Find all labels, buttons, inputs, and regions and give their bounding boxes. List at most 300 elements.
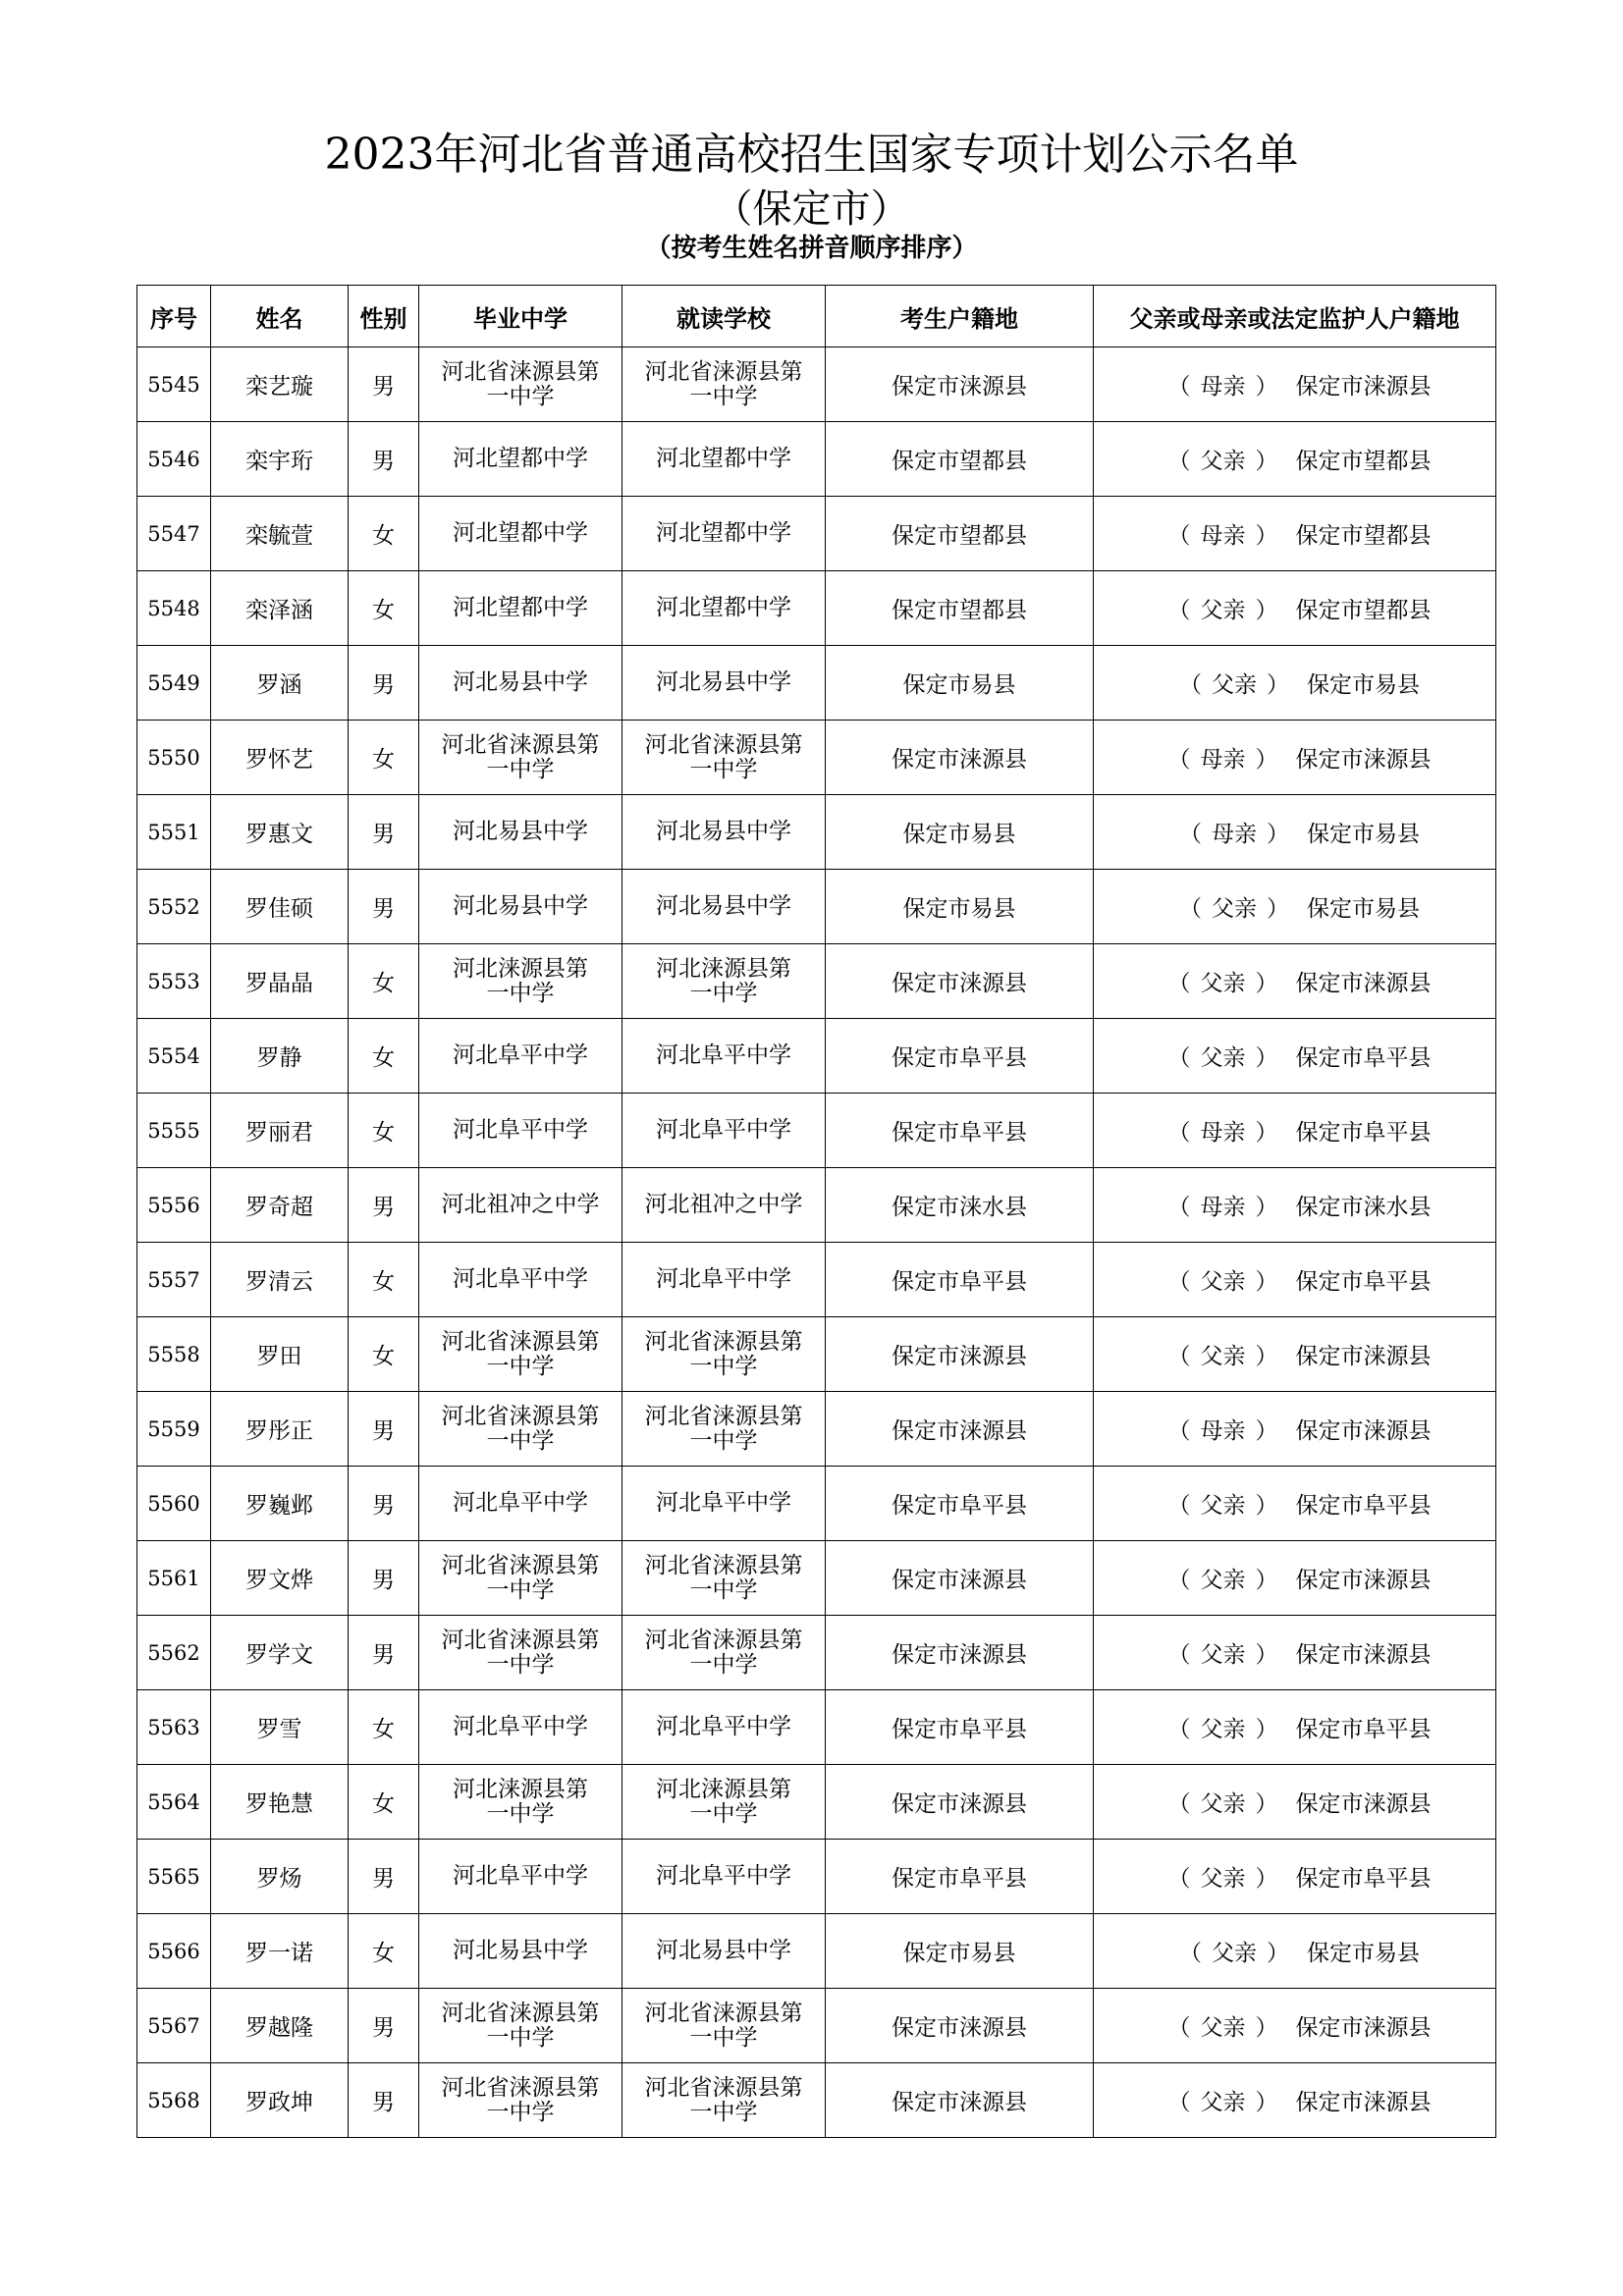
cell-seq: 5548 xyxy=(137,571,211,646)
school-name-line: 河北易县中学 xyxy=(656,1938,791,1963)
school-name-line: 河北阜平中学 xyxy=(656,1714,791,1739)
close-paren: ） xyxy=(1255,523,1278,549)
roster-table xyxy=(136,285,1496,2138)
page-title: 2023年河北省普通高校招生国家专项计划公示名单 xyxy=(324,130,1299,180)
school-name-line: 河北省涞源县第 xyxy=(644,1328,803,1355)
school-name-line: 河北望都中学 xyxy=(453,446,588,471)
close-paren: ） xyxy=(1267,896,1289,922)
cell-name: 罗彤正 xyxy=(211,1392,349,1467)
cell-guardian-hukou xyxy=(1094,1317,1496,1392)
cell-current-school xyxy=(622,497,826,571)
cell-seq: 5553 xyxy=(137,944,211,1019)
cell-seq: 5551 xyxy=(137,795,211,870)
cell-current-school xyxy=(622,1243,826,1317)
table-row xyxy=(137,1243,1496,1317)
cell-guardian-hukou xyxy=(1094,571,1496,646)
guardian-location: 保定市涞源县 xyxy=(1295,2090,1432,2115)
guardian-location: 保定市涞源县 xyxy=(1295,374,1432,400)
school-name-line: 河北省涞源县第 xyxy=(441,1403,600,1429)
cell-guardian-hukou xyxy=(1094,1168,1496,1243)
open-paren: （ xyxy=(1167,2090,1191,2115)
sort-note: （按考生姓名拼音顺序排序） xyxy=(645,234,978,263)
cell-seq: 5555 xyxy=(137,1094,211,1168)
school-name-line: 河北易县中学 xyxy=(453,893,588,919)
cell-graduation-school xyxy=(419,1094,622,1168)
cell-seq: 5554 xyxy=(137,1019,211,1094)
guardian-location: 保定市涞源县 xyxy=(1295,1791,1432,1817)
header-seq: 序号 xyxy=(137,286,211,347)
school-name-line: 河北省涞源县第 xyxy=(441,731,600,758)
cell-guardian-hukou xyxy=(1094,1914,1496,1989)
table-row xyxy=(137,1690,1496,1765)
cell-graduation-school xyxy=(419,422,622,497)
cell-gender: 女 xyxy=(349,1094,419,1168)
school-name-line: 一中学 xyxy=(486,1800,555,1827)
school-name-line: 河北望都中学 xyxy=(656,595,791,620)
school-name-line: 一中学 xyxy=(689,383,758,409)
table-row xyxy=(137,870,1496,944)
school-name-line: 一中学 xyxy=(689,2024,758,2051)
table-row xyxy=(137,1094,1496,1168)
school-name-line: 河北阜平中学 xyxy=(453,1863,588,1889)
cell-name: 罗巍邺 xyxy=(211,1467,349,1541)
school-name-line: 河北望都中学 xyxy=(656,446,791,471)
cell-student-hukou: 保定市易县 xyxy=(826,795,1094,870)
cell-student-hukou: 保定市涞水县 xyxy=(826,1168,1094,1243)
cell-name: 罗炀 xyxy=(211,1840,349,1914)
cell-gender: 男 xyxy=(349,1616,419,1690)
guardian-location: 保定市望都县 xyxy=(1295,523,1432,549)
close-paren: ） xyxy=(1255,1493,1278,1519)
school-name-line: 河北易县中学 xyxy=(453,819,588,844)
cell-seq: 5561 xyxy=(137,1541,211,1616)
school-name-line: 河北易县中学 xyxy=(656,669,791,695)
cell-current-school xyxy=(622,347,826,422)
cell-gender: 女 xyxy=(349,944,419,1019)
open-paren: （ xyxy=(1179,672,1202,698)
cell-graduation-school xyxy=(419,1019,622,1094)
cell-guardian-hukou xyxy=(1094,944,1496,1019)
cell-current-school xyxy=(622,1019,826,1094)
cell-guardian-hukou xyxy=(1094,2063,1496,2138)
school-name-line: 河北望都中学 xyxy=(453,520,588,546)
close-paren: ） xyxy=(1267,672,1289,698)
cell-gender: 女 xyxy=(349,1765,419,1840)
cell-guardian-hukou xyxy=(1094,1243,1496,1317)
guardian-relation: 母亲 xyxy=(1200,374,1246,400)
header-graduation-school: 毕业中学 xyxy=(419,286,622,347)
cell-guardian-hukou xyxy=(1094,1019,1496,1094)
guardian-location: 保定市涞源县 xyxy=(1295,1568,1432,1593)
close-paren: ） xyxy=(1255,2090,1278,2115)
cell-gender: 男 xyxy=(349,2063,419,2138)
cell-current-school xyxy=(622,422,826,497)
school-name-line: 一中学 xyxy=(486,1427,555,1454)
cell-graduation-school xyxy=(419,1168,622,1243)
close-paren: ） xyxy=(1255,747,1278,773)
school-name-line: 河北阜平中学 xyxy=(453,1714,588,1739)
table-body xyxy=(137,347,1496,2138)
table-row xyxy=(137,1467,1496,1541)
open-paren: （ xyxy=(1167,1195,1191,1220)
header-name: 姓名 xyxy=(211,286,349,347)
guardian-relation: 父亲 xyxy=(1200,1269,1246,1295)
cell-graduation-school xyxy=(419,1989,622,2063)
table-row xyxy=(137,944,1496,1019)
guardian-location: 保定市易县 xyxy=(1307,896,1420,922)
cell-name: 罗田 xyxy=(211,1317,349,1392)
close-paren: ） xyxy=(1255,1866,1278,1892)
guardian-relation: 父亲 xyxy=(1200,1866,1246,1892)
school-name-line: 河北涞源县第 xyxy=(656,955,791,982)
school-name-line: 一中学 xyxy=(486,1651,555,1678)
cell-seq: 5545 xyxy=(137,347,211,422)
cell-name: 罗怀艺 xyxy=(211,721,349,795)
cell-name: 罗奇超 xyxy=(211,1168,349,1243)
cell-current-school xyxy=(622,1541,826,1616)
cell-guardian-hukou xyxy=(1094,795,1496,870)
cell-gender: 男 xyxy=(349,1467,419,1541)
cell-gender: 女 xyxy=(349,1243,419,1317)
open-paren: （ xyxy=(1179,896,1202,922)
open-paren: （ xyxy=(1167,971,1191,996)
cell-seq: 5557 xyxy=(137,1243,211,1317)
open-paren: （ xyxy=(1167,1344,1191,1369)
guardian-location: 保定市阜平县 xyxy=(1295,1493,1432,1519)
table-row xyxy=(137,1765,1496,1840)
guardian-location: 保定市易县 xyxy=(1307,672,1420,698)
cell-graduation-school xyxy=(419,571,622,646)
cell-current-school xyxy=(622,571,826,646)
school-name-line: 一中学 xyxy=(689,980,758,1006)
cell-gender: 男 xyxy=(349,422,419,497)
cell-name: 栾泽涵 xyxy=(211,571,349,646)
cell-seq: 5562 xyxy=(137,1616,211,1690)
guardian-location: 保定市涞水县 xyxy=(1295,1195,1432,1220)
cell-current-school xyxy=(622,2063,826,2138)
table-row xyxy=(137,721,1496,795)
cell-name: 罗惠文 xyxy=(211,795,349,870)
guardian-relation: 母亲 xyxy=(1200,1120,1246,1146)
open-paren: （ xyxy=(1179,1941,1202,1966)
guardian-location: 保定市易县 xyxy=(1307,1941,1420,1966)
table-row xyxy=(137,1616,1496,1690)
cell-seq: 5566 xyxy=(137,1914,211,1989)
close-paren: ） xyxy=(1255,1195,1278,1220)
school-name-line: 一中学 xyxy=(486,1576,555,1603)
close-paren: ） xyxy=(1255,1717,1278,1742)
cell-gender: 男 xyxy=(349,347,419,422)
table-row xyxy=(137,1840,1496,1914)
cell-name: 罗丽君 xyxy=(211,1094,349,1168)
guardian-location: 保定市易县 xyxy=(1307,822,1420,847)
cell-seq: 5558 xyxy=(137,1317,211,1392)
cell-guardian-hukou xyxy=(1094,1094,1496,1168)
cell-gender: 女 xyxy=(349,721,419,795)
open-paren: （ xyxy=(1167,1120,1191,1146)
cell-student-hukou: 保定市望都县 xyxy=(826,422,1094,497)
cell-student-hukou: 保定市易县 xyxy=(826,1914,1094,1989)
cell-gender: 女 xyxy=(349,571,419,646)
cell-guardian-hukou xyxy=(1094,347,1496,422)
guardian-relation: 父亲 xyxy=(1200,971,1246,996)
school-name-line: 河北省涞源县第 xyxy=(644,1627,803,1653)
school-name-line: 河北祖冲之中学 xyxy=(441,1192,600,1217)
open-paren: （ xyxy=(1167,1269,1191,1295)
close-paren: ） xyxy=(1267,1941,1289,1966)
cell-guardian-hukou xyxy=(1094,1765,1496,1840)
cell-student-hukou: 保定市涞源县 xyxy=(826,1541,1094,1616)
cell-graduation-school xyxy=(419,1467,622,1541)
cell-graduation-school xyxy=(419,1616,622,1690)
cell-current-school xyxy=(622,870,826,944)
table-row xyxy=(137,1317,1496,1392)
cell-student-hukou: 保定市望都县 xyxy=(826,571,1094,646)
school-name-line: 河北祖冲之中学 xyxy=(644,1192,803,1217)
table-row xyxy=(137,1168,1496,1243)
school-name-line: 河北阜平中学 xyxy=(453,1490,588,1516)
close-paren: ） xyxy=(1255,598,1278,623)
table-row xyxy=(137,795,1496,870)
school-name-line: 一中学 xyxy=(486,756,555,782)
cell-name: 罗学文 xyxy=(211,1616,349,1690)
cell-student-hukou: 保定市望都县 xyxy=(826,497,1094,571)
cell-student-hukou: 保定市涞源县 xyxy=(826,1616,1094,1690)
guardian-location: 保定市阜平县 xyxy=(1295,1045,1432,1071)
close-paren: ） xyxy=(1255,449,1278,474)
cell-graduation-school xyxy=(419,795,622,870)
close-paren: ） xyxy=(1255,1120,1278,1146)
close-paren: ） xyxy=(1255,2015,1278,2041)
open-paren: （ xyxy=(1167,1045,1191,1071)
guardian-location: 保定市涞源县 xyxy=(1295,971,1432,996)
cell-name: 罗政坤 xyxy=(211,2063,349,2138)
cell-graduation-school xyxy=(419,1243,622,1317)
open-paren: （ xyxy=(1167,1493,1191,1519)
guardian-relation: 父亲 xyxy=(1200,449,1246,474)
cell-graduation-school xyxy=(419,1840,622,1914)
table-row xyxy=(137,347,1496,422)
cell-name: 罗晶晶 xyxy=(211,944,349,1019)
cell-student-hukou: 保定市涞源县 xyxy=(826,944,1094,1019)
header-guardian-hukou: 父亲或母亲或法定监护人户籍地 xyxy=(1094,286,1496,347)
close-paren: ） xyxy=(1255,1642,1278,1668)
school-name-line: 一中学 xyxy=(486,2099,555,2125)
cell-name: 罗艳慧 xyxy=(211,1765,349,1840)
cell-current-school xyxy=(622,1392,826,1467)
guardian-relation: 父亲 xyxy=(1200,2015,1246,2041)
guardian-relation: 父亲 xyxy=(1200,2090,1246,2115)
school-name-line: 河北易县中学 xyxy=(453,669,588,695)
school-name-line: 河北省涞源县第 xyxy=(441,1627,600,1653)
school-name-line: 河北省涞源县第 xyxy=(644,2000,803,2026)
guardian-relation: 父亲 xyxy=(1200,1568,1246,1593)
cell-graduation-school xyxy=(419,347,622,422)
guardian-location: 保定市望都县 xyxy=(1295,598,1432,623)
cell-name: 栾艺璇 xyxy=(211,347,349,422)
guardian-location: 保定市涞源县 xyxy=(1295,1344,1432,1369)
close-paren: ） xyxy=(1255,971,1278,996)
cell-name: 栾毓萱 xyxy=(211,497,349,571)
school-name-line: 河北省涞源县第 xyxy=(644,2074,803,2101)
cell-graduation-school xyxy=(419,1914,622,1989)
cell-guardian-hukou xyxy=(1094,1840,1496,1914)
guardian-relation: 父亲 xyxy=(1200,1791,1246,1817)
cell-name: 罗佳硕 xyxy=(211,870,349,944)
cell-student-hukou: 保定市涞源县 xyxy=(826,1392,1094,1467)
cell-gender: 女 xyxy=(349,497,419,571)
cell-gender: 男 xyxy=(349,1168,419,1243)
school-name-line: 河北望都中学 xyxy=(656,520,791,546)
school-name-line: 河北省涞源县第 xyxy=(441,2000,600,2026)
cell-graduation-school xyxy=(419,1392,622,1467)
guardian-location: 保定市涞源县 xyxy=(1295,1418,1432,1444)
cell-current-school xyxy=(622,1317,826,1392)
page-subtitle: （保定市） xyxy=(713,187,910,232)
cell-current-school xyxy=(622,1690,826,1765)
cell-student-hukou: 保定市涞源县 xyxy=(826,347,1094,422)
cell-seq: 5564 xyxy=(137,1765,211,1840)
cell-current-school xyxy=(622,1616,826,1690)
school-name-line: 一中学 xyxy=(689,2099,758,2125)
cell-name: 罗静 xyxy=(211,1019,349,1094)
cell-seq: 5547 xyxy=(137,497,211,571)
cell-gender: 女 xyxy=(349,1690,419,1765)
school-name-line: 一中学 xyxy=(486,2024,555,2051)
cell-graduation-school xyxy=(419,870,622,944)
school-name-line: 河北涞源县第 xyxy=(453,955,588,982)
cell-name: 罗雪 xyxy=(211,1690,349,1765)
cell-graduation-school xyxy=(419,1765,622,1840)
close-paren: ） xyxy=(1255,1269,1278,1295)
school-name-line: 河北阜平中学 xyxy=(656,1117,791,1143)
guardian-relation: 父亲 xyxy=(1200,1642,1246,1668)
school-name-line: 河北省涞源县第 xyxy=(644,1403,803,1429)
school-name-line: 河北阜平中学 xyxy=(656,1042,791,1068)
cell-gender: 男 xyxy=(349,1541,419,1616)
cell-seq: 5563 xyxy=(137,1690,211,1765)
cell-student-hukou: 保定市涞源县 xyxy=(826,721,1094,795)
cell-seq: 5567 xyxy=(137,1989,211,2063)
cell-student-hukou: 保定市涞源县 xyxy=(826,1317,1094,1392)
guardian-location: 保定市望都县 xyxy=(1295,449,1432,474)
school-name-line: 一中学 xyxy=(689,1576,758,1603)
school-name-line: 河北阜平中学 xyxy=(656,1490,791,1516)
cell-current-school xyxy=(622,1989,826,2063)
cell-student-hukou: 保定市涞源县 xyxy=(826,1989,1094,2063)
cell-gender: 女 xyxy=(349,1914,419,1989)
table-row xyxy=(137,2063,1496,2138)
school-name-line: 一中学 xyxy=(486,980,555,1006)
school-name-line: 河北易县中学 xyxy=(656,819,791,844)
guardian-relation: 父亲 xyxy=(1200,1717,1246,1742)
cell-graduation-school xyxy=(419,497,622,571)
cell-gender: 男 xyxy=(349,1392,419,1467)
school-name-line: 一中学 xyxy=(689,756,758,782)
cell-name: 栾宇珩 xyxy=(211,422,349,497)
open-paren: （ xyxy=(1167,1717,1191,1742)
cell-student-hukou: 保定市阜平县 xyxy=(826,1690,1094,1765)
guardian-relation: 父亲 xyxy=(1212,896,1257,922)
school-name-line: 一中学 xyxy=(689,1800,758,1827)
guardian-relation: 母亲 xyxy=(1200,1418,1246,1444)
guardian-relation: 父亲 xyxy=(1212,672,1257,698)
close-paren: ） xyxy=(1255,1791,1278,1817)
cell-graduation-school xyxy=(419,1317,622,1392)
cell-guardian-hukou xyxy=(1094,497,1496,571)
school-name-line: 河北省涞源县第 xyxy=(644,1552,803,1578)
close-paren: ） xyxy=(1255,374,1278,400)
open-paren: （ xyxy=(1179,822,1202,847)
table-row xyxy=(137,497,1496,571)
cell-student-hukou: 保定市阜平县 xyxy=(826,1019,1094,1094)
cell-guardian-hukou xyxy=(1094,721,1496,795)
close-paren: ） xyxy=(1255,1045,1278,1071)
table-row xyxy=(137,422,1496,497)
cell-guardian-hukou xyxy=(1094,1690,1496,1765)
cell-name: 罗越隆 xyxy=(211,1989,349,2063)
open-paren: （ xyxy=(1167,523,1191,549)
cell-current-school xyxy=(622,1168,826,1243)
guardian-relation: 父亲 xyxy=(1200,1344,1246,1369)
header-student-hukou: 考生户籍地 xyxy=(826,286,1094,347)
cell-gender: 男 xyxy=(349,1989,419,2063)
cell-graduation-school xyxy=(419,2063,622,2138)
school-name-line: 河北阜平中学 xyxy=(453,1266,588,1292)
cell-student-hukou: 保定市阜平县 xyxy=(826,1840,1094,1914)
cell-student-hukou: 保定市涞源县 xyxy=(826,2063,1094,2138)
cell-seq: 5559 xyxy=(137,1392,211,1467)
school-name-line: 一中学 xyxy=(486,383,555,409)
guardian-relation: 父亲 xyxy=(1200,1045,1246,1071)
open-paren: （ xyxy=(1167,449,1191,474)
school-name-line: 河北望都中学 xyxy=(453,595,588,620)
cell-seq: 5552 xyxy=(137,870,211,944)
cell-name: 罗清云 xyxy=(211,1243,349,1317)
school-name-line: 河北省涞源县第 xyxy=(441,1328,600,1355)
table-row xyxy=(137,1019,1496,1094)
table-row xyxy=(137,646,1496,721)
guardian-relation: 父亲 xyxy=(1200,1493,1246,1519)
cell-seq: 5560 xyxy=(137,1467,211,1541)
guardian-relation: 父亲 xyxy=(1200,598,1246,623)
cell-seq: 5565 xyxy=(137,1840,211,1914)
school-name-line: 一中学 xyxy=(689,1651,758,1678)
cell-name: 罗涵 xyxy=(211,646,349,721)
cell-current-school xyxy=(622,1914,826,1989)
guardian-relation: 母亲 xyxy=(1200,1195,1246,1220)
cell-gender: 男 xyxy=(349,795,419,870)
cell-guardian-hukou xyxy=(1094,1541,1496,1616)
open-paren: （ xyxy=(1167,747,1191,773)
cell-student-hukou: 保定市涞源县 xyxy=(826,1765,1094,1840)
cell-gender: 男 xyxy=(349,646,419,721)
cell-graduation-school xyxy=(419,1690,622,1765)
cell-current-school xyxy=(622,795,826,870)
table-row xyxy=(137,1914,1496,1989)
open-paren: （ xyxy=(1167,1642,1191,1668)
cell-seq: 5550 xyxy=(137,721,211,795)
school-name-line: 河北易县中学 xyxy=(656,893,791,919)
cell-graduation-school xyxy=(419,944,622,1019)
cell-current-school xyxy=(622,646,826,721)
header-row xyxy=(137,286,1496,347)
guardian-relation: 母亲 xyxy=(1212,822,1257,847)
open-paren: （ xyxy=(1167,374,1191,400)
open-paren: （ xyxy=(1167,2015,1191,2041)
guardian-relation: 母亲 xyxy=(1200,523,1246,549)
guardian-relation: 父亲 xyxy=(1212,1941,1257,1966)
